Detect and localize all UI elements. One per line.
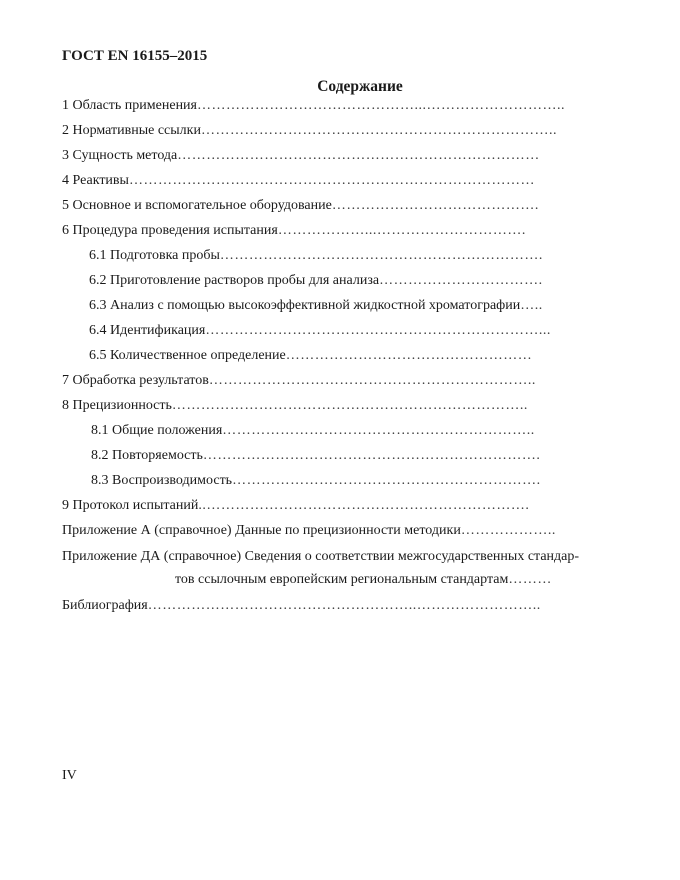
toc-entry-6-4[interactable] <box>89 321 551 341</box>
toc-entry-6[interactable] <box>62 221 526 241</box>
page-number: IV <box>62 768 77 783</box>
toc-entry-text: 9 Протокол испытаний <box>62 498 199 513</box>
toc-title: Содержание <box>317 78 403 95</box>
toc-leader-dots: ..…………………………………………………………. <box>198 498 530 513</box>
toc-entry-text: 8.2 Повторяемость <box>91 448 203 463</box>
toc-entry-text: 1 Область применения <box>62 98 197 113</box>
toc-entry-8-3[interactable] <box>91 471 541 491</box>
toc-entry-text: 6.4 Идентификация <box>89 323 206 338</box>
toc-entry-appendix-da[interactable] <box>62 547 579 567</box>
toc-entry-5[interactable] <box>62 196 539 216</box>
toc-leader-dots: ……………………………………………………………….. <box>171 398 528 413</box>
document-code-header: ГОСТ EN 16155–2015 <box>62 48 208 64</box>
toc-leader-dots: ……………………………………………………………….. <box>200 123 557 138</box>
toc-entry-text: 8 Прецизионность <box>62 398 172 413</box>
toc-entry-text: тов ссылочным европейским региональным стандартам <box>175 572 509 587</box>
toc-entry-text: 6.2 Приготовление растворов пробы для анализа <box>89 273 380 288</box>
toc-entry-text: Библиография <box>62 598 148 613</box>
toc-entry-text: 6.5 Количественное определение <box>89 348 286 363</box>
toc-entry-8-2[interactable] <box>91 446 540 466</box>
toc-entry-bibliography[interactable] <box>62 596 541 616</box>
toc-leader-dots: ……………….. <box>460 523 556 538</box>
toc-leader-dots: ……………………………………………………………. <box>202 448 541 463</box>
toc-leader-dots: ……………………………………………………….. <box>222 423 535 438</box>
toc-entry-text: 2 Нормативные ссылки <box>62 123 201 138</box>
toc-entry-text: 6 Процедура проведения испытания <box>62 223 278 238</box>
toc-leader-dots: ……………………………………. <box>331 198 539 213</box>
toc-leader-dots: …………………………………………… <box>285 348 533 363</box>
toc-entry-6-3[interactable] <box>89 296 543 316</box>
toc-entry-4[interactable] <box>62 171 535 191</box>
toc-leader-dots: …………………………………………………………. <box>219 248 543 263</box>
toc-leader-dots: ……………………………. <box>379 273 543 288</box>
toc-leader-dots: ………………………………………………………….. <box>208 373 536 388</box>
toc-entry-appendix-a[interactable] <box>62 521 556 541</box>
toc-leader-dots: ………………………………………………………………… <box>177 148 540 163</box>
toc-leader-dots: ………………………………………………..…………………….. <box>147 598 541 613</box>
toc-entry-appendix-da-cont[interactable] <box>175 570 552 590</box>
toc-leader-dots: ………………...…………………………. <box>277 223 526 238</box>
toc-entry-text: Приложение А (справочное) Данные по прецизионности методики <box>62 523 461 538</box>
toc-entry-text: 8.1 Общие положения <box>91 423 223 438</box>
toc-entry-2[interactable] <box>62 121 557 141</box>
toc-leader-dots: ………………………………………...……………………….. <box>197 98 565 113</box>
toc-leader-dots: ……………………………………………………………... <box>205 323 551 338</box>
toc-entry-9[interactable] <box>62 496 529 516</box>
toc-entry-8-1[interactable] <box>91 421 535 441</box>
toc-entry-text: 8.3 Воспроизводимость <box>91 473 233 488</box>
toc-entry-6-2[interactable] <box>89 271 543 291</box>
toc-entry-text: 6.3 Анализ с помощью высокоэффективной жидкостной хроматографии <box>89 298 521 313</box>
toc-entry-1[interactable] <box>62 96 565 116</box>
toc-entry-7[interactable] <box>62 371 536 391</box>
toc-entry-text: Приложение ДА (справочное) Сведения о соответствии межгосударственных стандар- <box>62 549 580 564</box>
toc-entry-text: 7 Обработка результатов <box>62 373 209 388</box>
toc-entry-6-1[interactable] <box>89 246 543 266</box>
toc-entry-3[interactable] <box>62 146 540 166</box>
toc-entry-text: 6.1 Подготовка пробы <box>89 248 220 263</box>
toc-entry-8[interactable] <box>62 396 528 416</box>
toc-entry-text: 5 Основное и вспомогательное оборудование <box>62 198 332 213</box>
toc-entry-text: 4 Реактивы <box>62 173 129 188</box>
toc-leader-dots: ….. <box>520 298 543 313</box>
toc-entry-text: 3 Сущность метода <box>62 148 178 163</box>
toc-leader-dots: ……… <box>508 572 552 587</box>
toc-leader-dots: ………………………………………………………. <box>232 473 541 488</box>
toc-leader-dots: ………………………………………………………………………… <box>128 173 535 188</box>
toc-entry-6-5[interactable] <box>89 346 532 366</box>
